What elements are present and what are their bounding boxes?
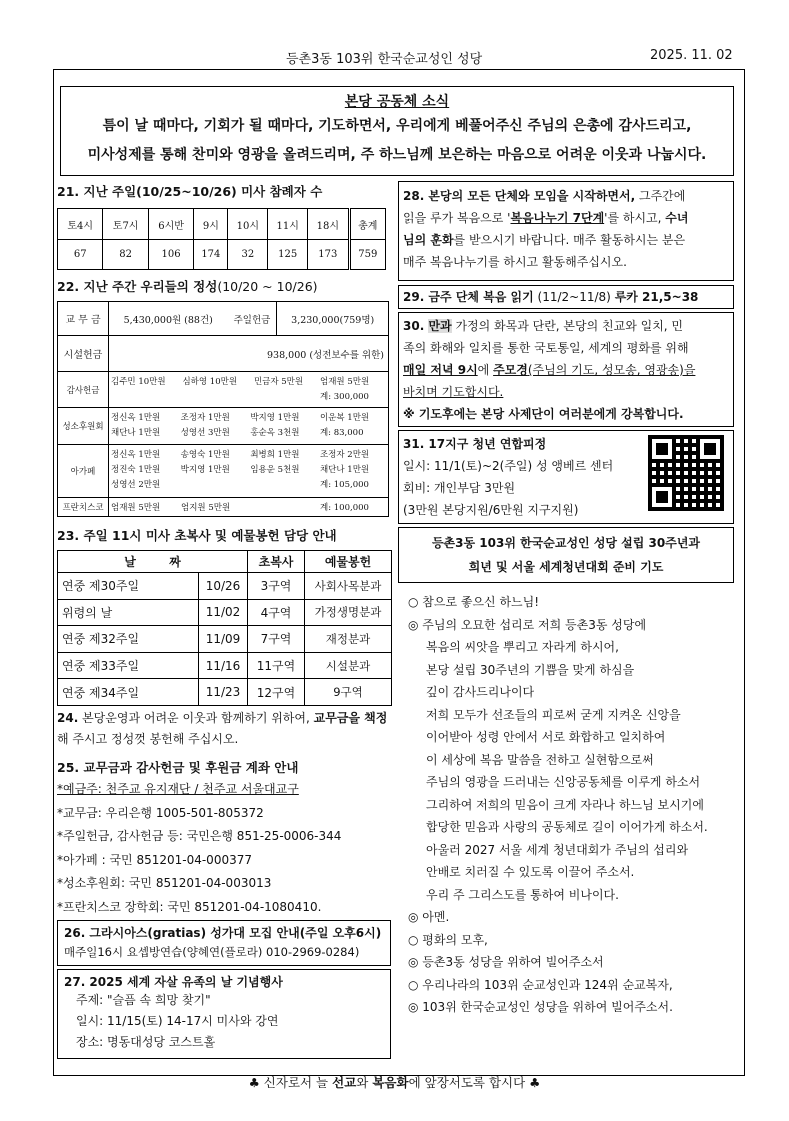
s28-t4: 를 받으시기 바랍니다. 매주 활동하시는 분은	[453, 233, 686, 247]
prayer-title-box	[398, 527, 734, 583]
s31-title: 31. 17지구 청년 연합피정	[403, 437, 547, 451]
cell: 106	[148, 240, 193, 270]
s30-t3: 에	[477, 363, 494, 377]
s27-line: 주제: "슬픔 속 희망 찾기"	[76, 993, 211, 1007]
s27-line: 장소: 명동대성당 코스트홀	[76, 1035, 216, 1049]
cell: 82	[103, 240, 148, 270]
qr-finder	[648, 483, 676, 511]
prayer-line: ◎ 103위 한국순교성인 성당을 위하여 빌어주소서.	[408, 1000, 673, 1014]
txt: 정신옥 1만원	[111, 450, 161, 461]
s29-num: 29. 금주	[403, 290, 456, 304]
txt: 채단나 1만원	[111, 428, 161, 439]
cell: 5,430,000원 (88건)	[109, 302, 228, 336]
qr-code-icon[interactable]	[648, 435, 724, 511]
s27-line: 일시: 11/15(토) 14-17시 미사와 강연	[76, 1014, 279, 1028]
cell: 3구역	[248, 573, 305, 600]
s28-b3: 님의 훈화	[403, 233, 454, 247]
francis-cell	[109, 497, 389, 516]
txt: 임용운 5천원	[250, 465, 300, 476]
agape-cell	[109, 444, 389, 497]
txt: 최병희 1만원	[250, 450, 300, 461]
s24-num: 24.	[57, 711, 79, 725]
prayer-line: ◎ 아멘.	[408, 910, 450, 924]
s24-t2: 해 주시고 정성껏 봉헌해 주십시오.	[57, 731, 239, 746]
cell: 주일헌금	[228, 302, 277, 336]
attendance-table	[57, 208, 386, 270]
cell: 3,230,000(759명)	[277, 302, 389, 336]
seongso-cell	[109, 408, 389, 444]
txt: 홍순옥 3천원	[250, 428, 300, 439]
prayer-line: 안배로 치러질 수 있도록 이끌어 주소서.	[426, 865, 635, 879]
cell: 성소후원회	[58, 408, 109, 444]
txt: 이운복 1만원	[319, 413, 370, 424]
prayer-line: ◎ 등촌3동 성당을 위하여 빌어주소서	[408, 955, 604, 969]
account-line: *교무금: 우리은행 1005-501-805372	[57, 805, 264, 820]
s26-box	[57, 920, 391, 966]
footer	[0, 1073, 789, 1091]
cell: 11/16	[199, 652, 248, 679]
duty-table	[57, 550, 392, 706]
cell: 시설헌금	[58, 336, 109, 372]
prayer-line: 깊이 감사드리나이다	[426, 685, 535, 699]
s24-t1: 본당운영과 어려운 이웃과 함께하기 위하여,	[78, 711, 314, 725]
cell: 프란치스코	[58, 497, 109, 516]
s30-note: ※ 기도후에는 본당 사제단이 여러분에게 강복합니다.	[403, 407, 684, 421]
prayer-title-1: 등촌3동 103위 한국순교성인 성당 설립 30주년과	[431, 536, 701, 550]
account-line: *프란치스코 장학회: 국민 851201-04-1080410.	[57, 899, 322, 914]
cell: 날 짜	[58, 551, 248, 573]
s30-box	[398, 312, 734, 427]
txt: 채단나 1만원	[319, 465, 370, 476]
s29-b1: 단체 복음 읽기	[455, 290, 534, 304]
txt: 엄지원 5만원	[181, 502, 231, 513]
s31-line: (3만원 본당지원/6만원 지구지원)	[403, 503, 579, 517]
s25-list	[57, 778, 341, 919]
prayer-line: 아울러 2027 서울 세계 청년대회가 주님의 섭리와	[426, 842, 689, 857]
txt: 계: 100,000	[320, 502, 369, 513]
txt: 계: 300,000	[320, 391, 369, 402]
cell: 9구역	[305, 679, 392, 706]
prayer-line: 합당한 믿음과 사랑의 공동체로 길이 이어가게 하소서.	[426, 820, 708, 834]
prayer-body	[408, 591, 734, 1019]
cell: 교 무 금	[58, 302, 109, 336]
s29-box	[398, 285, 734, 309]
txt: 박지영 1만원	[180, 465, 230, 476]
cell: 예물봉헌	[305, 551, 392, 573]
intro-title: 본당 공동체 소식	[344, 94, 450, 110]
cell: 67	[58, 240, 103, 270]
s29-b2: 루카 21,5~38	[614, 290, 699, 304]
cell: 연중 제33주일	[58, 652, 199, 679]
txt: 김주민 10만원	[111, 376, 166, 387]
txt: 송영숙 1만원	[180, 450, 230, 461]
cell: 아가페	[58, 444, 109, 497]
txt: 계: 83,000	[319, 428, 364, 439]
cell: 125	[268, 240, 308, 270]
s28-bold: 복음나누기 7단계	[510, 211, 605, 225]
account-line: *성소후원회: 국민 851201-04-003013	[57, 876, 272, 890]
cell: 9시	[194, 209, 228, 240]
intro-line-2: 미사성제를 통해 찬미와 영광을 올려드리며, 주 하느님께 보은하는 마음으로 어려운 이웃과 나눕시다.	[87, 147, 707, 163]
church-name: 등촌3동 103위 한국순교성인 성당	[286, 52, 483, 67]
prayer-line: 주님의 영광을 드러내는 신앙공동체를 이루게 하소서	[426, 775, 701, 789]
cell: 32	[228, 240, 268, 270]
cell: 총계	[349, 209, 385, 240]
footer-mid: 와	[356, 1075, 373, 1090]
prayer-line: ◎ 주님의 오묘한 섭리로 저희 등촌3동 성당에	[408, 617, 647, 632]
s28-t3: '를 하시고,	[604, 211, 666, 225]
s28-box	[398, 181, 734, 281]
cell: 18시	[308, 209, 350, 240]
gamsa-cell	[109, 372, 389, 408]
cell: 재정분과	[305, 626, 392, 653]
cell: 4구역	[248, 599, 305, 626]
s30-b2: 매일 저녁 9시	[403, 363, 478, 377]
txt: 정진숙 1만원	[111, 465, 161, 476]
cell: 11시	[268, 209, 308, 240]
prayer-title-2: 희년 및 서울 세계청년대회 준비 기도	[468, 560, 664, 574]
s30-b1: 만과	[428, 319, 452, 333]
s27-title: 27. 2025 세계 자살 유족의 날 기념행사	[64, 975, 283, 989]
s28-title: 28. 본당의 모든 단체와 모임을 시작하면서,	[403, 189, 636, 203]
cell: 11/09	[199, 626, 248, 653]
s27-box	[57, 969, 391, 1059]
s22-title-text: 22. 지난 주간 우리들의 정성	[57, 279, 218, 294]
cell: 6시반	[148, 209, 193, 240]
cell: 사회사목분과	[305, 573, 392, 600]
footer-b2: 복음화	[372, 1075, 409, 1090]
s22-range: (10/20 ~ 10/26)	[217, 279, 318, 294]
qr-finder	[648, 435, 676, 463]
cell: 위령의 날	[58, 599, 199, 626]
s21-title: 21. 지난 주일(10/25~10/26) 미사 참례자 수	[57, 184, 323, 199]
cell: 938,000 (성전보수를 위한)	[109, 336, 389, 372]
s28-t5: 매주 복음나누기를 하시고 활동해주십시오.	[403, 255, 627, 269]
s30-num: 30.	[403, 319, 429, 333]
txt: 조정자 2만원	[319, 450, 370, 461]
cell: 시설분과	[305, 652, 392, 679]
prayer-line: ○ 참으로 좋으신 하느님!	[408, 595, 540, 609]
cell: 토7시	[103, 209, 148, 240]
cell: 토4시	[58, 209, 103, 240]
s26-title: 26. 그라시아스(gratias) 성가대 모집 안내(주일 오후6시)	[64, 926, 382, 940]
prayer-line: ○ 우리나라의 103위 순교성인과 124위 순교복자,	[408, 977, 673, 992]
s30-t4: (주님의 기도, 성모송, 영광송)을	[527, 363, 696, 377]
prayer-line: 그리하여 저희의 믿음이 크게 자라나 하느님 보시기에	[426, 797, 704, 812]
txt: 박지영 1만원	[250, 413, 300, 424]
s31-line: 회비: 개인부담 3만원	[403, 481, 516, 495]
txt: 성영선 2만원	[111, 480, 161, 491]
footer-post: 에 앞장서도록 합시다 ♣	[408, 1075, 541, 1090]
s28-b2: 수녀	[665, 211, 689, 225]
s23-title: 23. 주일 11시 미사 초복사 및 예물봉헌 담당 안내	[57, 528, 337, 543]
s30-t5: 바치며 기도합시다.	[403, 385, 504, 399]
s25-title: 25. 교무금과 감사헌금 및 후원금 계좌 안내	[57, 760, 299, 775]
prayer-line: ○ 평화의 모후,	[408, 932, 488, 947]
txt: 조정자 1만원	[180, 413, 230, 424]
intro-box	[60, 86, 734, 176]
s29-range: (11/2~11/8)	[533, 290, 615, 304]
prayer-line: 우리 주 그리스도를 통하여 비나이다.	[426, 887, 619, 902]
cell: 연중 제30주일	[58, 573, 199, 600]
prayer-line: 본당 설립 30주년의 기쁨을 맞게 하심을	[426, 662, 635, 677]
s24-b2: 을 책정	[348, 711, 388, 725]
cell: 173	[308, 240, 350, 270]
account-line: *아가페 : 국민 851201-04-000377	[57, 852, 252, 867]
s27-lines	[64, 990, 390, 1053]
s22-title	[57, 277, 318, 295]
txt: 심하영 10만원	[182, 376, 238, 387]
cell: 가정생명분과	[305, 599, 392, 626]
footer-b1: 선교	[332, 1075, 357, 1090]
cell: 11/23	[199, 679, 248, 706]
txt: 성영선 3만원	[180, 428, 230, 439]
cell: 초복사	[248, 551, 305, 573]
cell: 759	[349, 240, 385, 270]
cell: 10시	[228, 209, 268, 240]
s24	[57, 708, 392, 749]
cell: 연중 제32주일	[58, 626, 199, 653]
txt: 민금자 5만원	[253, 376, 304, 387]
s24-b1: 교무금	[313, 711, 349, 725]
txt: 정신옥 1만원	[111, 413, 161, 424]
txt: 엄재원 5만원	[320, 376, 370, 387]
cell: 연중 제34주일	[58, 679, 199, 706]
s28-t2: 읽을 루가 복음으로 '	[403, 211, 511, 225]
prayer-line: 이어받아 성령 안에서 서로 화합하고 일치하여	[426, 730, 666, 744]
intro-line-1: 틈이 날 때마다, 기회가 될 때마다, 기도하면서, 우리에게 베풀어주신 주님의 은총에 감사드리고,	[102, 118, 692, 134]
s30-b3: 주모경	[493, 363, 528, 377]
cell: 감사헌금	[58, 372, 109, 408]
txt: 계: 105,000	[320, 480, 369, 491]
account-line: *예금주: 천주교 유지재단 / 천주교 서울대교구	[57, 782, 299, 796]
cell: 7구역	[248, 626, 305, 653]
s31-line: 일시: 11/1(토)~2(주일) 성 앵베르 센터	[403, 459, 614, 473]
offering-table	[57, 301, 389, 517]
account-line: *주일헌금, 감사헌금 등: 국민은행 851-25-0006-344	[57, 829, 342, 843]
cell: 12구역	[248, 679, 305, 706]
qr-finder	[696, 435, 724, 463]
issue-date: 2025. 11. 02	[650, 48, 733, 63]
cell: 11/02	[199, 599, 248, 626]
s30-t1: 가정의 화목과 단란, 본당의 친교와 일치, 민	[451, 319, 684, 333]
prayer-line: 복음의 씨앗을 뿌리고 자라게 하시어,	[426, 640, 619, 654]
s28-t1: 그주간에	[635, 189, 686, 203]
txt: 엄재원 5만원	[111, 502, 161, 513]
cell: 10/26	[199, 573, 248, 600]
prayer-line: 이 세상에 복음 말씀을 전하고 실현함으로써	[426, 752, 654, 767]
cell: 174	[194, 240, 228, 270]
s26-line: 매주일16시 요셉방연습(양혜연(플로라) 010-2969-0284)	[64, 945, 360, 959]
footer-pre: ♣ 신자로서 늘	[248, 1075, 333, 1090]
cell: 11구역	[248, 652, 305, 679]
prayer-line: 저희 모두가 선조들의 피로써 굳게 지켜온 신앙을	[426, 707, 681, 722]
s30-t2: 족의 화해와 일치를 통한 국토통일, 세계의 평화를 위해	[403, 341, 689, 355]
